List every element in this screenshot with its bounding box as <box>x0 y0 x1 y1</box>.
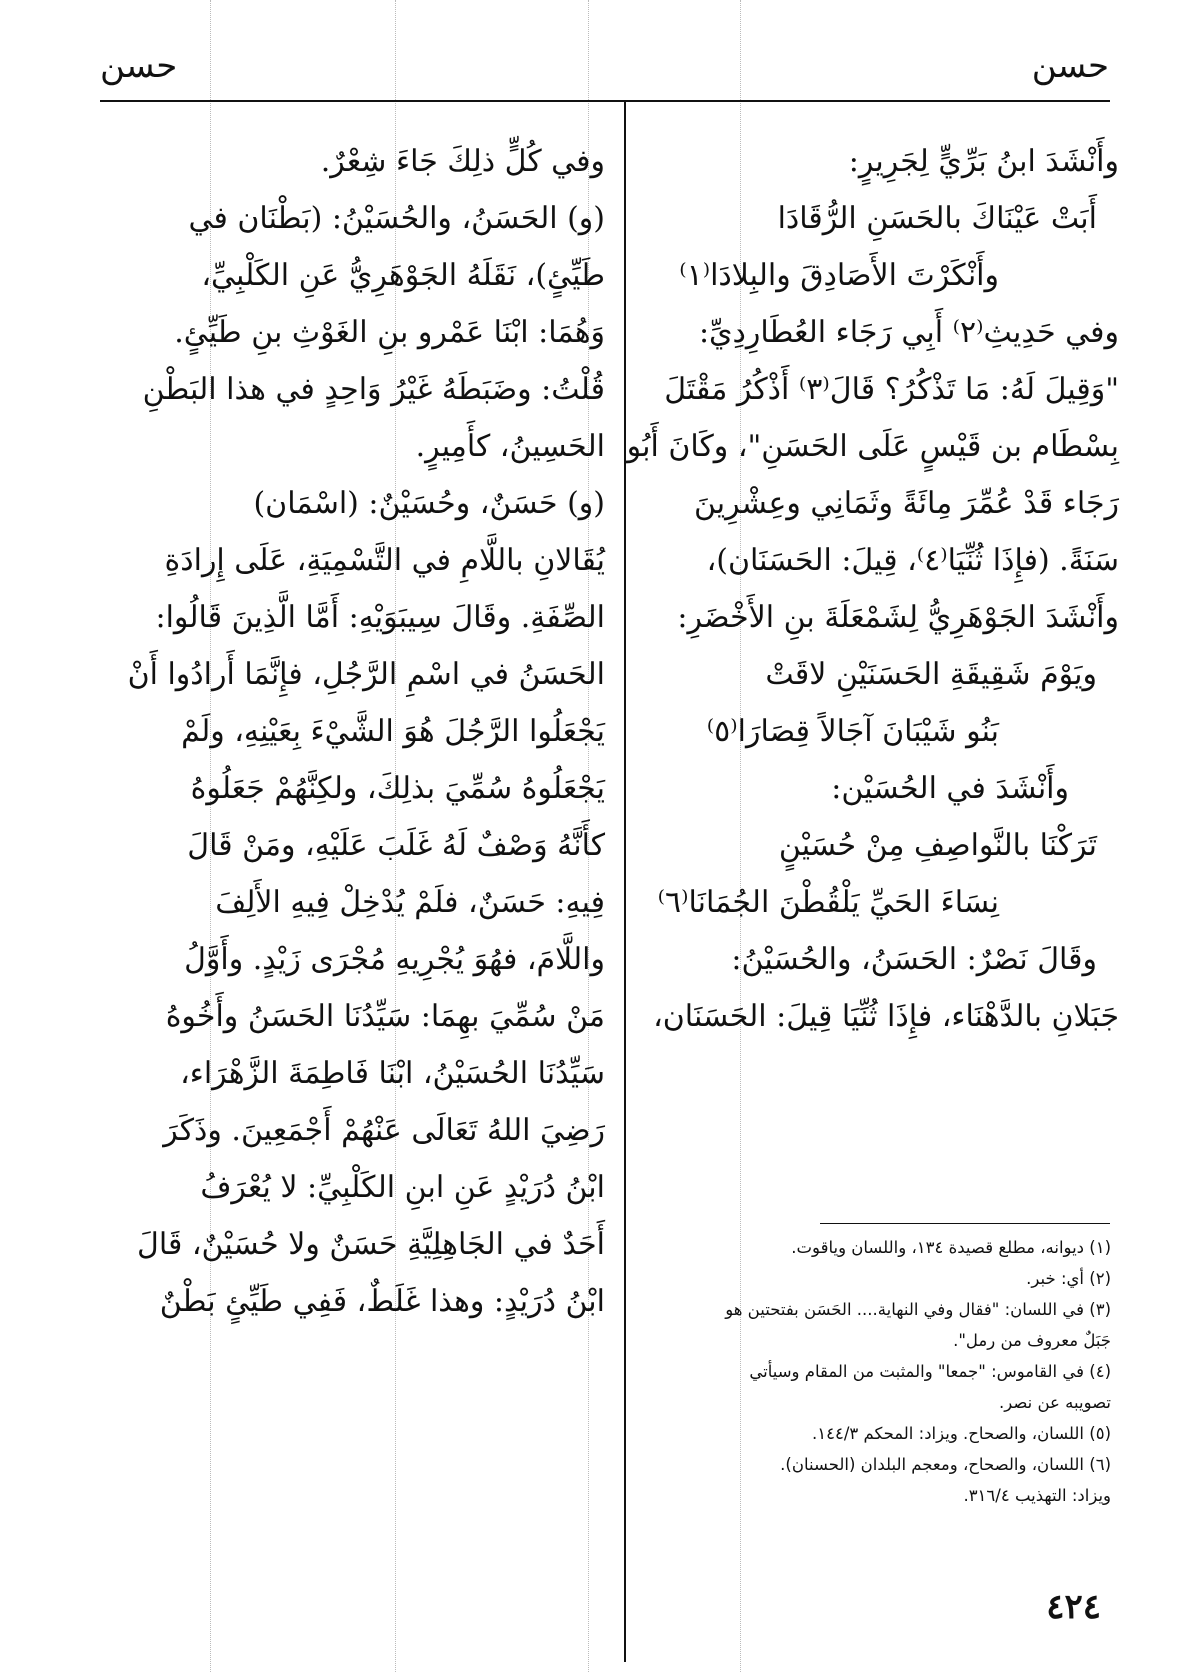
header-rule <box>100 100 1110 102</box>
footnote-line: (١) ديوانه، مطلع قصيدة ١٣٤، واللسان وياقوت. <box>791 1238 1111 1257</box>
footnote-line: تصويبه عن نصر. <box>999 1393 1111 1412</box>
text-line: فِيهِ: حَسَنٌ، فلَمْ يُدْخِلْ فِيهِ الأَلِفَ <box>215 885 605 920</box>
footnote-rule <box>820 1223 1110 1224</box>
text-line: نِسَاءَ الحَيِّ يَلْقُطْنَ الجُمَانَا⁽٦⁾ <box>657 885 999 920</box>
text-line: الحَسِينُ، كأَمِيرٍ. <box>415 429 605 464</box>
right-column <box>614 133 1119 1045</box>
text-line: طَيِّئٍ)، نَقَلَهُ الجَوْهَرِيُّ عَنِ الكَلْبِيِّ، <box>201 258 605 293</box>
text-line: مَنْ سُمِّيَ بهِمَا: سَيِّدُنَا الحَسَنُ وأَخُوهُ <box>165 999 605 1034</box>
text-line: (و) حَسَنٌ، وحُسَيْنٌ: (اسْمَان) <box>253 486 605 521</box>
footnotes <box>636 1232 1111 1511</box>
text-line: وأَنْكَرْتَ الأَصَادِقَ والبِلادَا⁽١⁾ <box>679 258 999 293</box>
header-keyword-left: حسن <box>100 46 178 86</box>
text-line: ابْنُ دُرَيْدٍ: وهذا غَلَطٌ، فَفِي طَيِّئٍ بَطْنٌ <box>159 1284 605 1319</box>
text-line: "وَقِيلَ لَهُ: مَا تَذْكُرُ؟ قَالَ⁽٣⁾ أَذْكُرُ مَقْتَلَ <box>664 372 1119 407</box>
text-line: يَجْعَلُوا الرَّجُلَ هُوَ الشَّيْءَ بِعَيْنِهِ، ولَمْ <box>181 714 605 749</box>
text-line: سَنَةً. (فإِذَا ثُنِّيَا⁽٤⁾، قِيلَ: الحَسَنَان)، <box>706 543 1119 578</box>
header-keyword-right: حسن <box>1031 46 1109 86</box>
footnote-line: ويزاد: التهذيب ٣١٦/٤. <box>963 1486 1111 1505</box>
text-line: تَرَكْنَا بالنَّواصِفِ مِنْ حُسَيْنٍ <box>778 828 1097 863</box>
text-line: الصِّفَةِ. وقَالَ سِيبَوَيْهِ: أَمَّا الَّذِينَ قَالُوا: <box>155 600 605 635</box>
text-line: وَهُمَا: ابْنَا عَمْرو بنِ الغَوْثِ بنِ طَيِّئٍ. <box>174 315 605 350</box>
footnote-line: (٦) اللسان، والصحاح، ومعجم البلدان (الحسنان). <box>780 1455 1111 1474</box>
text-line: الحَسَنُ في اسْمِ الرَّجُلِ، فإِنَّمَا أَرادُوا أَنْ <box>127 657 605 692</box>
text-line: يُقَالانِ باللَّامِ في التَّسْمِيَةِ، عَلَى إِرادَةِ <box>164 543 605 578</box>
footnote-line: جَبَلٌ معروف من رمل". <box>953 1331 1111 1350</box>
text-line: وفي حَدِيثِ⁽٢⁾ أَبِي رَجَاء العُطَارِدِيِّ: <box>698 315 1119 350</box>
text-line: ويَوْمَ شَقِيقَةِ الحَسَنَيْنِ لاقَتْ <box>765 657 1097 692</box>
footnote-line: (٤) في القاموس: "جمعا" والمثبت من المقام وسيأتي <box>749 1362 1111 1381</box>
text-line: وفي كُلٍّ ذلِكَ جَاءَ شِعْرٌ. <box>320 144 605 179</box>
text-line: ابْنُ دُرَيْدٍ عَنِ ابنِ الكَلْبِيِّ: لا يُعْرَفُ <box>200 1170 605 1205</box>
text-line: سَيِّدُنَا الحُسَيْنُ، ابْنَا فَاطِمَةَ الزَّهْرَاء، <box>180 1056 605 1091</box>
text-line: واللَّامَ، فهُوَ يُجْرِيهِ مُجْرَى زَيْدٍ. وأَوَّلُ <box>184 942 605 977</box>
text-line: رَجَاء قَدْ عُمِّرَ مِائَةً وثَمَانِي وعِشْرِينَ <box>693 486 1119 521</box>
footnote-line: (٥) اللسان، والصحاح. ويزاد: المحكم ١٤٤/٣. <box>811 1424 1111 1443</box>
text-line: بِسْطَام بن قَيْسٍ عَلَى الحَسَنِ"، وكَانَ أَبُو <box>626 429 1119 464</box>
left-column <box>105 133 605 1330</box>
text-line: رَضِيَ اللهُ تَعَالَى عَنْهُمْ أَجْمَعِينَ. وذَكَرَ <box>163 1113 605 1148</box>
text-line: بَنُو شَيْبَانَ آجَالاً قِصَارَا⁽٥⁾ <box>706 714 999 749</box>
text-line: جَبَلانِ بالدَّهْنَاء، فإِذَا ثُنِّيَا قِيلَ: الحَسَنَان، <box>653 999 1119 1034</box>
text-line: وأَنْشَدَ في الحُسَيْن: <box>831 771 1069 806</box>
text-line: كأَنَّهُ وَصْفٌ لَهُ غَلَبَ عَلَيْهِ، ومَنْ قَالَ <box>187 828 605 863</box>
text-line: (و) الحَسَنُ، والحُسَيْنُ: (بَطْنَان في <box>188 201 605 236</box>
page-number: ٤٢٤ <box>1046 1587 1101 1627</box>
footnote-line: (٢) أي: خبر. <box>1026 1269 1111 1288</box>
footnote-line: (٣) في اللسان: "فقال وفي النهاية.... الحَسَن بفتحتين هو <box>725 1300 1111 1319</box>
text-line: قُلْتُ: وضَبَطَهُ غَيْرُ وَاحِدٍ في هذا البَطْنِ <box>142 372 605 407</box>
text-line: وأَنْشَدَ الجَوْهَرِيُّ لِشَمْعَلَةَ بنِ الأَخْضَرِ: <box>677 600 1119 635</box>
text-line: وأَنْشَدَ ابنُ بَرِّيٍّ لِجَرِيرٍ: <box>848 144 1119 179</box>
text-line: وقَالَ نَصْرٌ: الحَسَنُ، والحُسَيْنُ: <box>731 942 1097 977</box>
text-line: أَبَتْ عَيْنَاكَ بالحَسَنِ الرُّقَادَا <box>777 201 1097 236</box>
text-line: يَجْعَلُوهُ سُمِّيَ بذلِكَ، ولكِنَّهُمْ جَعَلُوهُ <box>190 771 605 806</box>
text-line: أَحَدٌ في الجَاهِلِيَّةِ حَسَنٌ ولا حُسَيْنٌ، قَالَ <box>137 1227 605 1262</box>
